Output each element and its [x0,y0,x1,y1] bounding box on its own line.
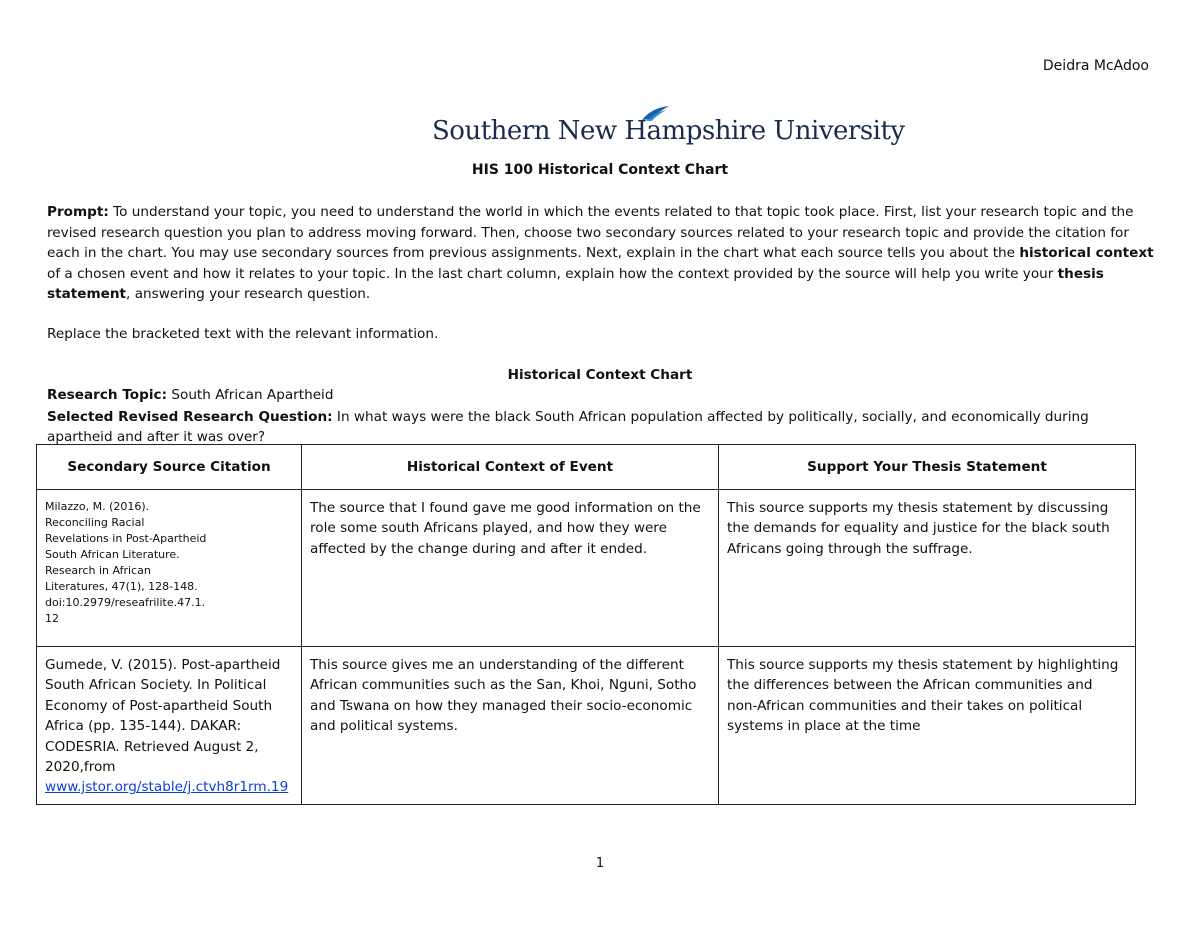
citation-line: Literatures, 47(1), 128-148. [45,580,198,593]
thesis-cell [719,647,1136,805]
thesis-cell [719,490,1136,647]
citation-cell [37,647,302,805]
logo-wordmark: Southern New Hampshire University [432,116,905,146]
citation-line: Research in African [45,564,151,577]
citation-cell [37,490,302,647]
prompt-text-3: , answering your research question. [126,286,371,303]
table-row [37,490,1136,647]
prompt-bold-historical-context: historical context [1019,245,1154,262]
thesis-text: This source supports my thesis statement by discussing the demands for equality and justice for the black south Africans going through the suffrage. [727,500,1110,557]
table-row [37,647,1136,805]
header-citation: Secondary Source Citation [37,445,302,490]
historical-context-table [36,444,1136,805]
citation-line: 12 [45,612,59,625]
prompt-bold-thesis-statement: thesis statement [47,265,1104,303]
research-topic-value: South African Apartheid [167,387,334,403]
citation-text [37,490,301,633]
header-thesis: Support Your Thesis Statement [719,445,1136,490]
document-title: HIS 100 Historical Context Chart [471,162,729,178]
university-logo [432,106,905,154]
prompt-text-2: of a chosen event and how it relates to your topic. In the last chart column, explain how the context provided by the source will help you write your [47,265,1058,282]
research-question-label: Selected Revised Research Question: [47,409,333,425]
header-author-name: Deidra McAdoo [1042,58,1149,74]
replace-instruction: Replace the bracketed text with the relevant information. [47,326,439,342]
prompt-paragraph [47,202,1157,305]
prompt-label: Prompt: [47,204,109,220]
context-text: This source gives me an understanding of the different African communities such as the San, Khoi, Nguni, Sotho and Tswana on how they managed their socio-economic and political systems. [310,657,697,735]
citation-link[interactable]: www.jstor.org/stable/j.ctvh8r1rm.19 [45,779,289,796]
header-context: Historical Context of Event [302,445,719,490]
research-question-value: In what ways were the black South African population affected by politically, socially, and economically during apartheid and after it was over? [47,409,1089,445]
context-cell [302,490,719,647]
context-text: The source that I found gave me good information on the role some south Africans played, and how they were affected by the change during and after it ended. [310,500,701,557]
research-question-line [47,407,1147,447]
context-cell [302,647,719,805]
citation-body: Gumede, V. (2015). Post-apartheid South African Society. In Political Economy of Post-apartheid South Africa (pp. 135-144). DAKAR: CODESRIA. Retrieved August 2, 2020,from [45,657,281,776]
citation-line: Revelations in Post-Apartheid [45,532,207,545]
research-topic-line [47,387,333,403]
page-number: 1 [595,856,605,871]
citation-line: doi:10.2979/reseafrilite.47.1. [45,596,206,609]
table-header-row [37,445,1136,490]
research-topic-label: Research Topic: [47,387,168,403]
citation-line: Reconciling Racial [45,516,145,529]
prompt-text-1: To understand your topic, you need to understand the world in which the events related to that topic took place. First, list your research topic and the revised research question you plan to address moving forward. Then, choose two secondary sources related to your research topic and provide the citation for each in the chart. You may use secondary sources from previous assignments. Next, explain in the chart what each source tells you about the [47,204,1134,262]
chart-heading: Historical Context Chart [507,367,693,383]
citation-line: Milazzo, M. (2016). [45,500,150,513]
thesis-text: This source supports my thesis statement by highlighting the differences between the African communities and non-African communities and their takes on political systems in place at the time [727,657,1119,735]
citation-line: South African Literature. [45,548,180,561]
citation-text [37,647,301,804]
